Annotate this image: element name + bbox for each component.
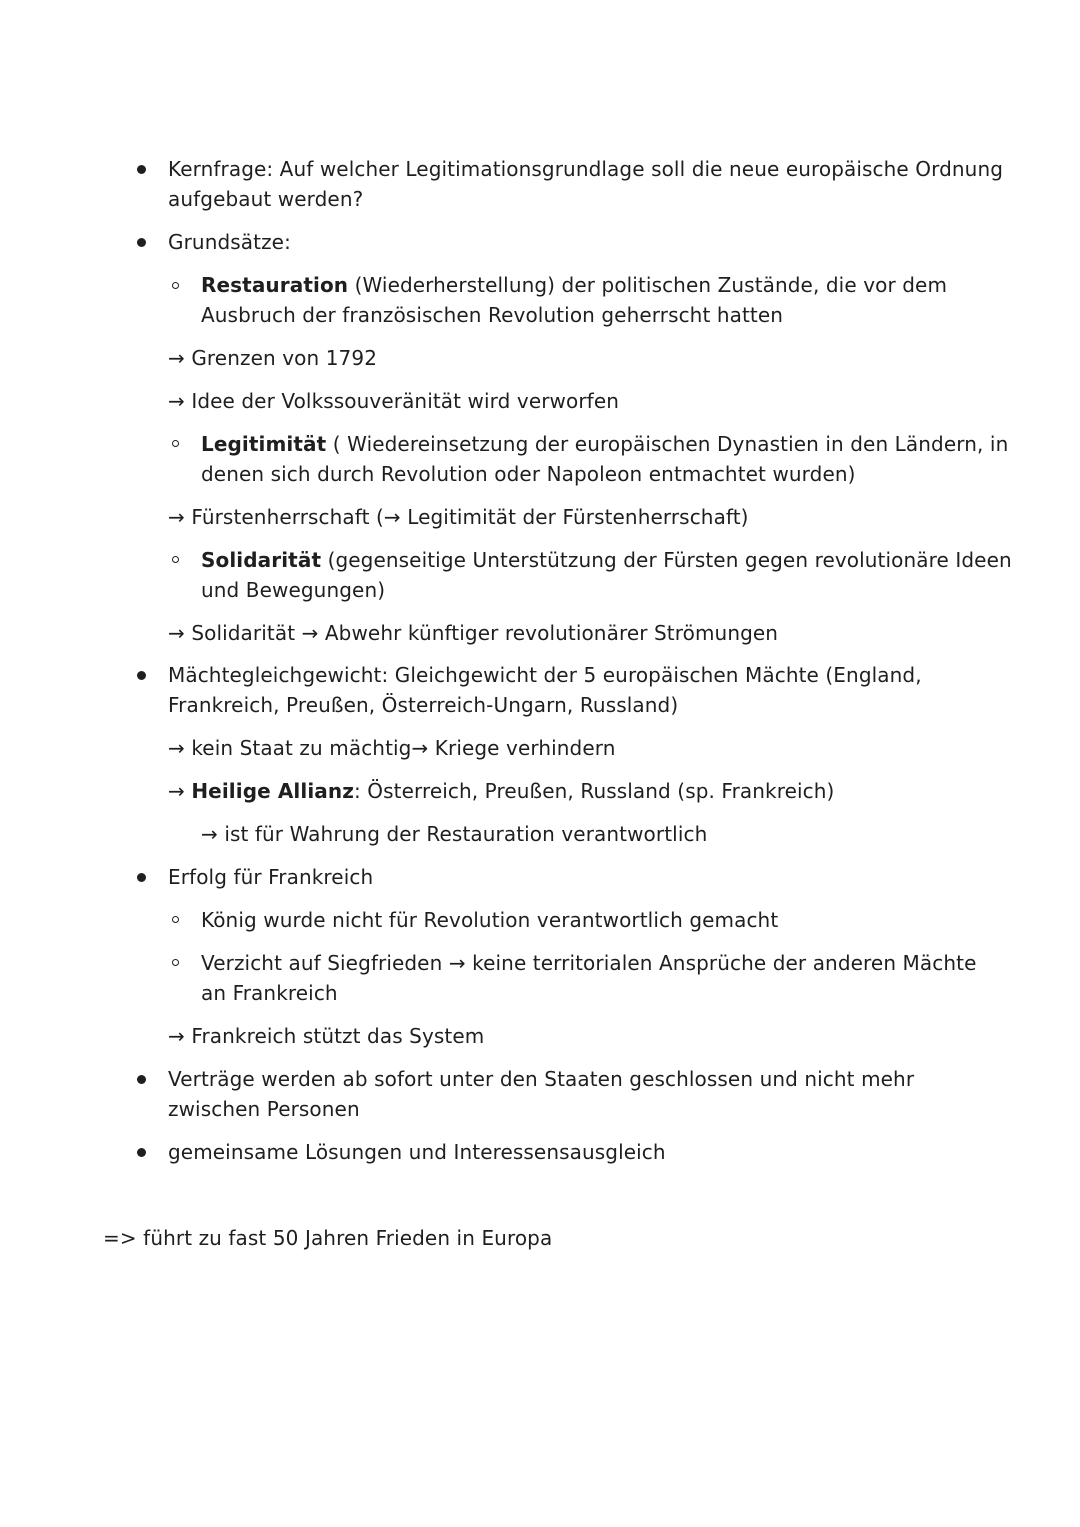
vertraege-line-1: Verträge werden ab sofort unter den Staaten geschlossen und nicht mehr — [168, 1067, 915, 1091]
legitimitaet-text: ( Wiedereinsetzung der europäischen Dynastien in den Ländern, in — [326, 432, 1009, 456]
solidaritaet-term: Solidarität — [201, 548, 322, 572]
sub-bullet-icon — [172, 282, 179, 289]
maechte-arrow-3: → ist für Wahrung der Restauration verantwortlich — [201, 822, 708, 846]
bullet-icon — [137, 671, 146, 680]
arrow-prefix: → — [168, 779, 192, 803]
heilige-allianz-text: : Österreich, Preußen, Russland (sp. Frankreich) — [353, 779, 835, 803]
maechte-line-2: Frankreich, Preußen, Österreich-Ungarn, Russland) — [168, 693, 679, 717]
solidaritaet-arrow-1: → Solidarität → Abwehr künftiger revolutionärer Strömungen — [168, 621, 779, 645]
grundsaetze-label: Grundsätze: — [168, 230, 291, 254]
bullet-icon — [137, 1075, 146, 1084]
kernfrage-line-1: Kernfrage: Auf welcher Legitimationsgrundlage soll die neue europäische Ordnung — [168, 157, 1004, 181]
maechte-line-1: Mächtegleichgewicht: Gleichgewicht der 5 europäischen Mächte (England, — [168, 663, 922, 687]
legitimitaet-line-2: denen sich durch Revolution oder Napoleon entmachtet wurden) — [201, 462, 856, 486]
sub-bullet-icon — [172, 916, 179, 923]
conclusion: => führt zu fast 50 Jahren Frieden in Europa — [103, 1226, 553, 1250]
bullet-icon — [137, 165, 146, 174]
restauration-line-1 — [201, 270, 947, 300]
restauration-line-2: Ausbruch der französischen Revolution geherrscht hatten — [201, 303, 784, 327]
legitimitaet-arrow-1: → Fürstenherrschaft (→ Legitimität der Fürstenherrschaft) — [168, 505, 749, 529]
solidaritaet-line-2: und Bewegungen) — [201, 578, 386, 602]
restauration-text: (Wiederherstellung) der politischen Zustände, die vor dem — [348, 273, 948, 297]
erfolg-sub-2-line-1: Verzicht auf Siegfrieden → keine territorialen Ansprüche der anderen Mächte — [201, 951, 977, 975]
sub-bullet-icon — [172, 556, 179, 563]
kernfrage-line-2: aufgebaut werden? — [168, 187, 364, 211]
heilige-allianz-term: Heilige Allianz — [191, 779, 354, 803]
loesungen-label: gemeinsame Lösungen und Interessensausgleich — [168, 1140, 666, 1164]
solidaritaet-text: (gegenseitige Unterstützung der Fürsten gegen revolutionäre Ideen — [321, 548, 1012, 572]
legitimitaet-term: Legitimität — [201, 432, 327, 456]
restauration-arrow-2: → Idee der Volkssouveränität wird verworfen — [168, 389, 619, 413]
erfolg-label: Erfolg für Frankreich — [168, 865, 374, 889]
restauration-term: Restauration — [201, 273, 349, 297]
maechte-arrow-2 — [168, 776, 834, 806]
erfolg-arrow-1: → Frankreich stützt das System — [168, 1024, 485, 1048]
vertraege-line-2: zwischen Personen — [168, 1097, 360, 1121]
bullet-icon — [137, 873, 146, 882]
legitimitaet-line-1 — [201, 429, 1008, 459]
restauration-arrow-1: → Grenzen von 1792 — [168, 346, 378, 370]
solidaritaet-line-1 — [201, 545, 1012, 575]
bullet-icon — [137, 238, 146, 247]
bullet-icon — [137, 1148, 146, 1157]
sub-bullet-icon — [172, 440, 179, 447]
erfolg-sub-1: König wurde nicht für Revolution verantwortlich gemacht — [201, 908, 779, 932]
erfolg-sub-2-line-2: an Frankreich — [201, 981, 338, 1005]
sub-bullet-icon — [172, 959, 179, 966]
maechte-arrow-1: → kein Staat zu mächtig→ Kriege verhindern — [168, 736, 616, 760]
